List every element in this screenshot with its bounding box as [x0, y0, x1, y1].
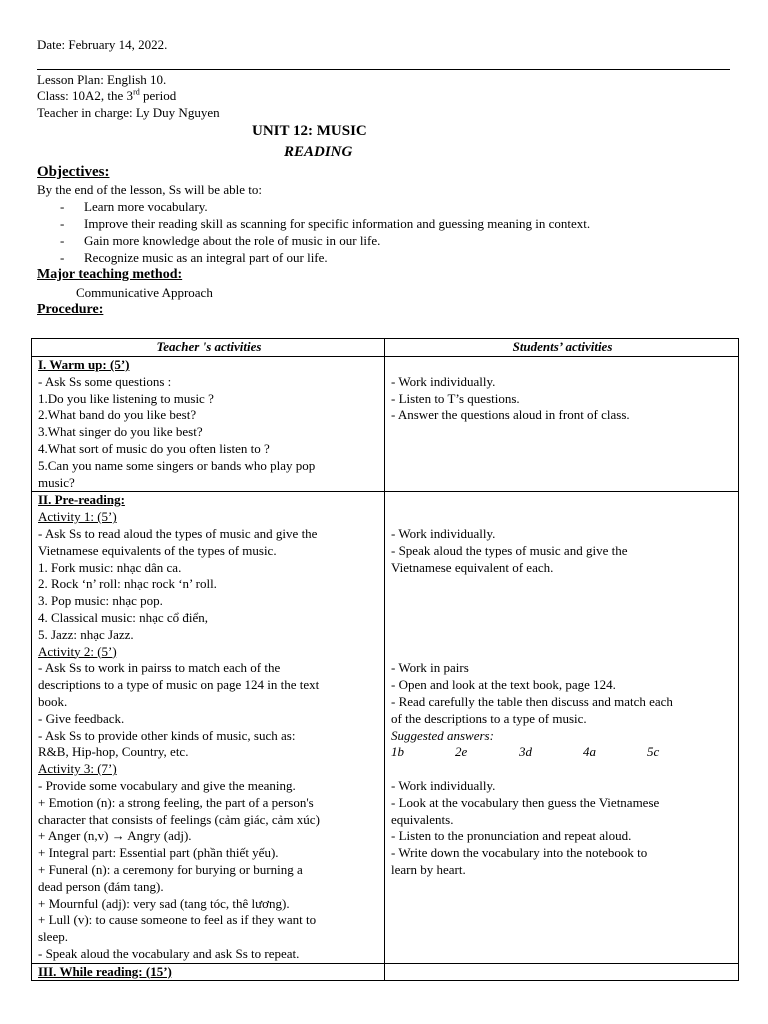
activity1-teacher-line: 4. Classical music: nhạc cổ điển, [38, 609, 209, 625]
activity3-students-line: - Work individually. [391, 777, 496, 793]
activity2-teacher-line: - Give feedback. [38, 710, 125, 726]
answer-item: 5c [647, 744, 660, 760]
activity3-students-line: - Look at the vocabulary then guess the Vietnamese [391, 794, 660, 810]
activity2-students-line: - Open and look at the text book, page 124. [391, 677, 616, 693]
warmup-teacher-line: 4.What sort of music do you often listen to ? [38, 440, 270, 456]
warmup-teacher-line: 5.Can you name some singers or bands who play pop [38, 457, 316, 473]
answer-item: 3d [519, 744, 532, 760]
prereading-row [32, 492, 739, 963]
activity2-teacher-line: book. [38, 693, 68, 709]
prereading-heading: II. Pre-reading: [38, 492, 125, 508]
activities-table [31, 338, 739, 981]
whilereading-heading: III. While reading: (15’) [38, 963, 172, 979]
unit-title: UNIT 12: MUSIC [252, 123, 367, 139]
class-prefix: Class: 10A2, the 3 [37, 88, 134, 103]
activity1-students-line: - Work individually. [391, 525, 496, 541]
class-suffix: period [139, 88, 177, 103]
activity3-teacher-line: - Speak aloud the vocabulary and ask Ss to repeat. [38, 945, 300, 961]
activity1-students-line: Vietnamese equivalent of each. [391, 559, 554, 575]
warmup-students-line: - Listen to T’s questions. [391, 390, 520, 406]
procedure-heading: Procedure: [37, 302, 104, 317]
objectives-heading: Objectives: [37, 164, 110, 180]
activity3-teacher-line: + Mournful (adj): very sad (tang tóc, thê lương). [38, 895, 290, 911]
activity3-students-line: learn by heart. [391, 861, 466, 877]
objectives-intro: By the end of the lesson, Ss will be able to: [37, 182, 262, 197]
activity1-teacher-line: - Ask Ss to read aloud the types of music and give the [38, 525, 318, 541]
activity2-students-line: of the descriptions to a type of music. [391, 710, 587, 726]
activity2-teacher-line: descriptions to a type of music on page 124 in the text [38, 677, 320, 693]
activity1-label: Activity 1: (5’) [38, 509, 117, 525]
objective-item: - Improve their reading skill as scanning for specific information and guessing meaning in context. [60, 216, 591, 231]
warmup-students-cell [385, 357, 739, 492]
class-superscript: rd [133, 87, 140, 97]
students-column-header: Students’ activities [385, 339, 739, 357]
objective-item: - Gain more knowledge about the role of music in our life. [60, 233, 381, 248]
teacher-line: Teacher in charge: Ly Duy Nguyen [37, 105, 220, 120]
lesson-plan-line: Lesson Plan: English 10. [37, 72, 167, 87]
activity1-teacher-line: 3. Pop music: nhạc pop. [38, 593, 163, 609]
activity1-teacher-line: 2. Rock ‘n’ roll: nhạc rock ‘n’ roll. [38, 576, 217, 592]
activity3-students-line: - Listen to the pronunciation and repeat aloud. [391, 828, 632, 844]
answer-item: 1b [391, 744, 404, 760]
activity3-teacher-line: + Integral part: Essential part (phần thiết yếu). [38, 845, 279, 861]
activity2-teacher-line: - Ask Ss to provide other kinds of music, such as: [38, 727, 296, 743]
whilereading-row [32, 963, 739, 981]
whilereading-students-cell [385, 963, 739, 981]
warmup-students-line: - Answer the questions aloud in front of class. [391, 407, 630, 423]
activity1-students-line: - Speak aloud the types of music and give the [391, 542, 628, 558]
answer-item: 4a [583, 744, 596, 760]
activity1-teacher-line: Vietnamese equivalents of the types of music. [38, 542, 277, 558]
activity3-students-line: equivalents. [391, 811, 454, 827]
activity3-teacher-line: - Provide some vocabulary and give the meaning. [38, 777, 296, 793]
activity2-teacher-line: R&B, Hip-hop, Country, etc. [38, 744, 189, 760]
activity3-teacher-line: sleep. [38, 929, 68, 945]
class-line [37, 88, 176, 104]
objective-item: - Learn more vocabulary. [60, 199, 208, 214]
activity3-teacher-line: + Emotion (n): a strong feeling, the part of a person's [38, 794, 314, 810]
activity3-teacher-line: + Anger (n,v) → Angry (adj). [38, 828, 192, 844]
activity3-teacher-line: + Funeral (n): a ceremony for burying or burning a [38, 861, 303, 877]
warmup-teacher-line: 2.What band do you like best? [38, 407, 197, 423]
objective-item: - Recognize music as an integral part of our life. [60, 250, 328, 265]
warmup-heading: I. Warm up: (5’) [38, 357, 130, 372]
activity3-teacher-line: dead person (đám tang). [38, 878, 164, 894]
suggested-answers-row [391, 744, 734, 761]
prereading-students-cell [385, 492, 739, 963]
activity2-teacher-line: - Ask Ss to work in pairss to match each of the [38, 660, 281, 676]
unit-subtitle: READING [284, 144, 353, 160]
suggested-answers-label: Suggested answers: [391, 727, 494, 743]
activity2-label: Activity 2: (5’) [38, 643, 117, 659]
activity1-teacher-line: 5. Jazz: nhạc Jazz. [38, 626, 134, 642]
whilereading-teacher-cell [32, 963, 385, 981]
header-divider [37, 69, 730, 70]
warmup-teacher-cell [32, 357, 385, 492]
table-header-row [32, 339, 739, 357]
method-heading: Major teaching method: [37, 267, 183, 282]
activity3-students-line: - Write down the vocabulary into the notebook to [391, 845, 648, 861]
warmup-teacher-line: music? [38, 474, 75, 490]
warmup-teacher-line: - Ask Ss some questions : [38, 373, 172, 389]
activity3-teacher-line: + Lull (v): to cause someone to feel as if they want to [38, 912, 317, 928]
warmup-teacher-line: 3.What singer do you like best? [38, 424, 203, 440]
activity3-label: Activity 3: (7’) [38, 761, 117, 777]
date-line: Date: February 14, 2022. [37, 37, 168, 52]
warmup-row [32, 357, 739, 492]
prereading-teacher-cell [32, 492, 385, 963]
activity3-teacher-line: character that consists of feelings (cảm giác, cảm xúc) [38, 811, 320, 827]
warmup-teacher-line: 1.Do you like listening to music ? [38, 390, 214, 406]
method-value: Communicative Approach [76, 285, 213, 300]
warmup-students-line: - Work individually. [391, 373, 496, 389]
activity2-students-line: - Read carefully the table then discuss and match each [391, 693, 673, 709]
activity1-teacher-line: 1. Fork music: nhạc dân ca. [38, 559, 182, 575]
answer-item: 2e [455, 744, 468, 760]
teacher-column-header: Teacher 's activities [32, 339, 385, 357]
activity2-students-line: - Work in pairs [391, 660, 469, 676]
